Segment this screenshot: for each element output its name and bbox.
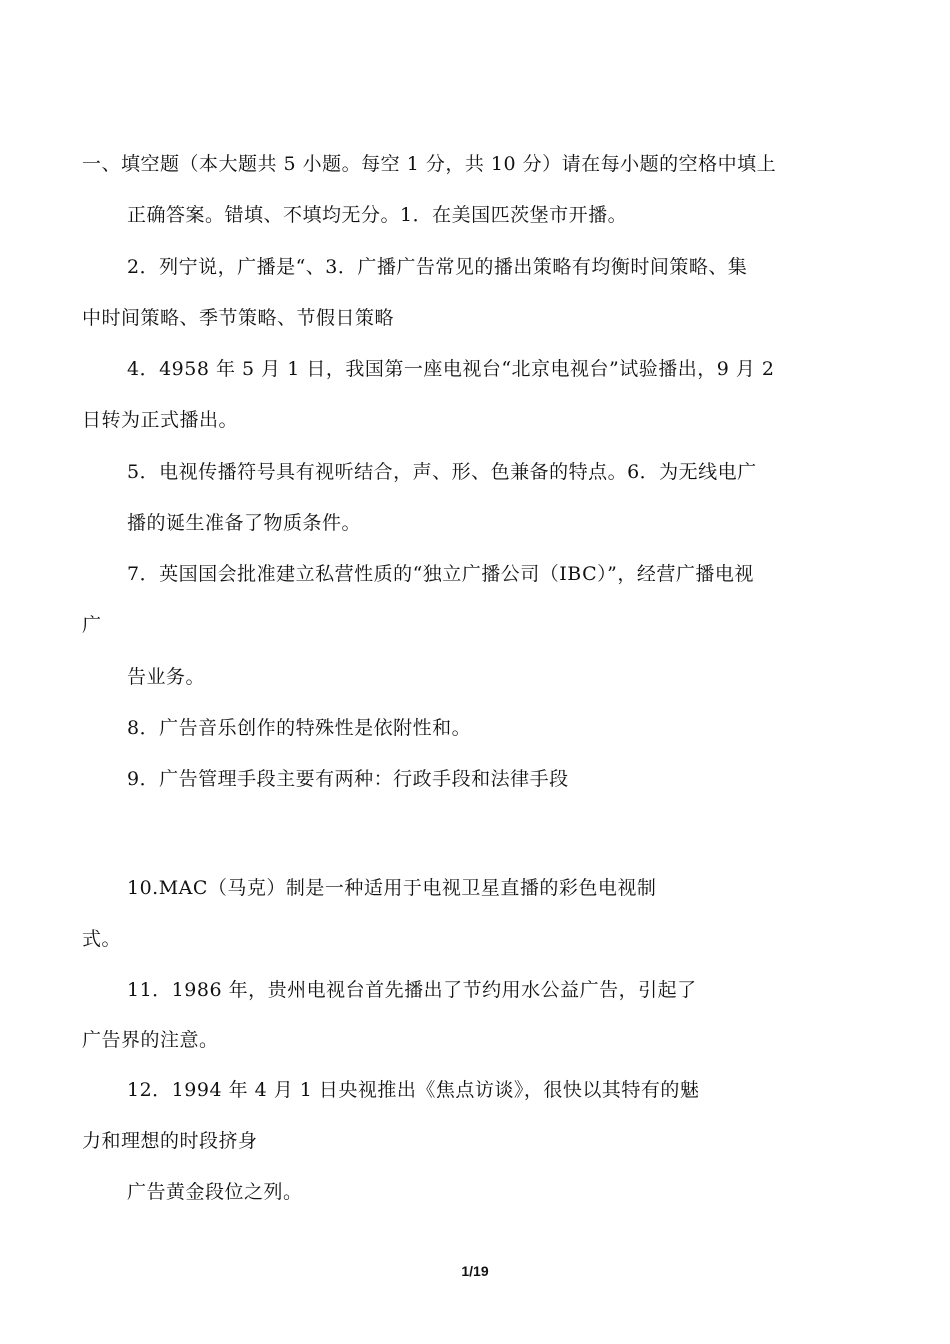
text-line: 广 xyxy=(82,614,102,636)
text-line: 广告界的注意。 xyxy=(82,1029,219,1051)
text-line: 9．广告管理手段主要有两种：行政手段和法律手段 xyxy=(127,768,569,790)
text-line: 7．英国国会批准建立私营性质的“独立广播公司（IBC）”，经营广播电视 xyxy=(127,563,754,585)
text-line: 广告黄金段位之列。 xyxy=(127,1181,303,1203)
text-line: 中时间策略、季节策略、节假日策略 xyxy=(82,307,395,329)
text-line: 12．1994 年 4 月 1 日央视推出《焦点访谈》，很快以其特有的魅 xyxy=(127,1079,700,1101)
text-line: 播的诞生准备了物质条件。 xyxy=(127,512,362,534)
text-line: 11．1986 年，贵州电视台首先播出了节约用水公益广告，引起了 xyxy=(127,979,697,1001)
text-line: 10.MAC（马克）制是一种适用于电视卫星直播的彩色电视制 xyxy=(127,877,657,899)
text-line: 4．4958 年 5 月 1 日，我国第一座电视台“北京电视台”试验播出，9 月 2 xyxy=(127,358,775,380)
text-line: 日转为正式播出。 xyxy=(82,409,239,431)
text-line: 力和理想的时段挤身 xyxy=(82,1130,258,1152)
text-line: 5．电视传播符号具有视听结合，声、形、色兼备的特点。6．为无线电广 xyxy=(127,461,757,483)
text-line: 8．广告音乐创作的特殊性是依附性和。 xyxy=(127,717,472,739)
text-line: 正确答案。错填、不填均无分。1．在美国匹茨堡市开播。 xyxy=(127,204,628,226)
text-line: 告业务。 xyxy=(127,666,206,688)
text-line: 2．列宁说，广播是“、3．广播广告常见的播出策略有均衡时间策略、集 xyxy=(127,256,748,278)
text-line: 式。 xyxy=(82,928,122,950)
page-number: 1/19 xyxy=(461,1263,489,1279)
section-heading: 一、填空题（本大题共 5 小题。每空 1 分，共 10 分）请在每小题的空格中填上 xyxy=(82,153,777,175)
